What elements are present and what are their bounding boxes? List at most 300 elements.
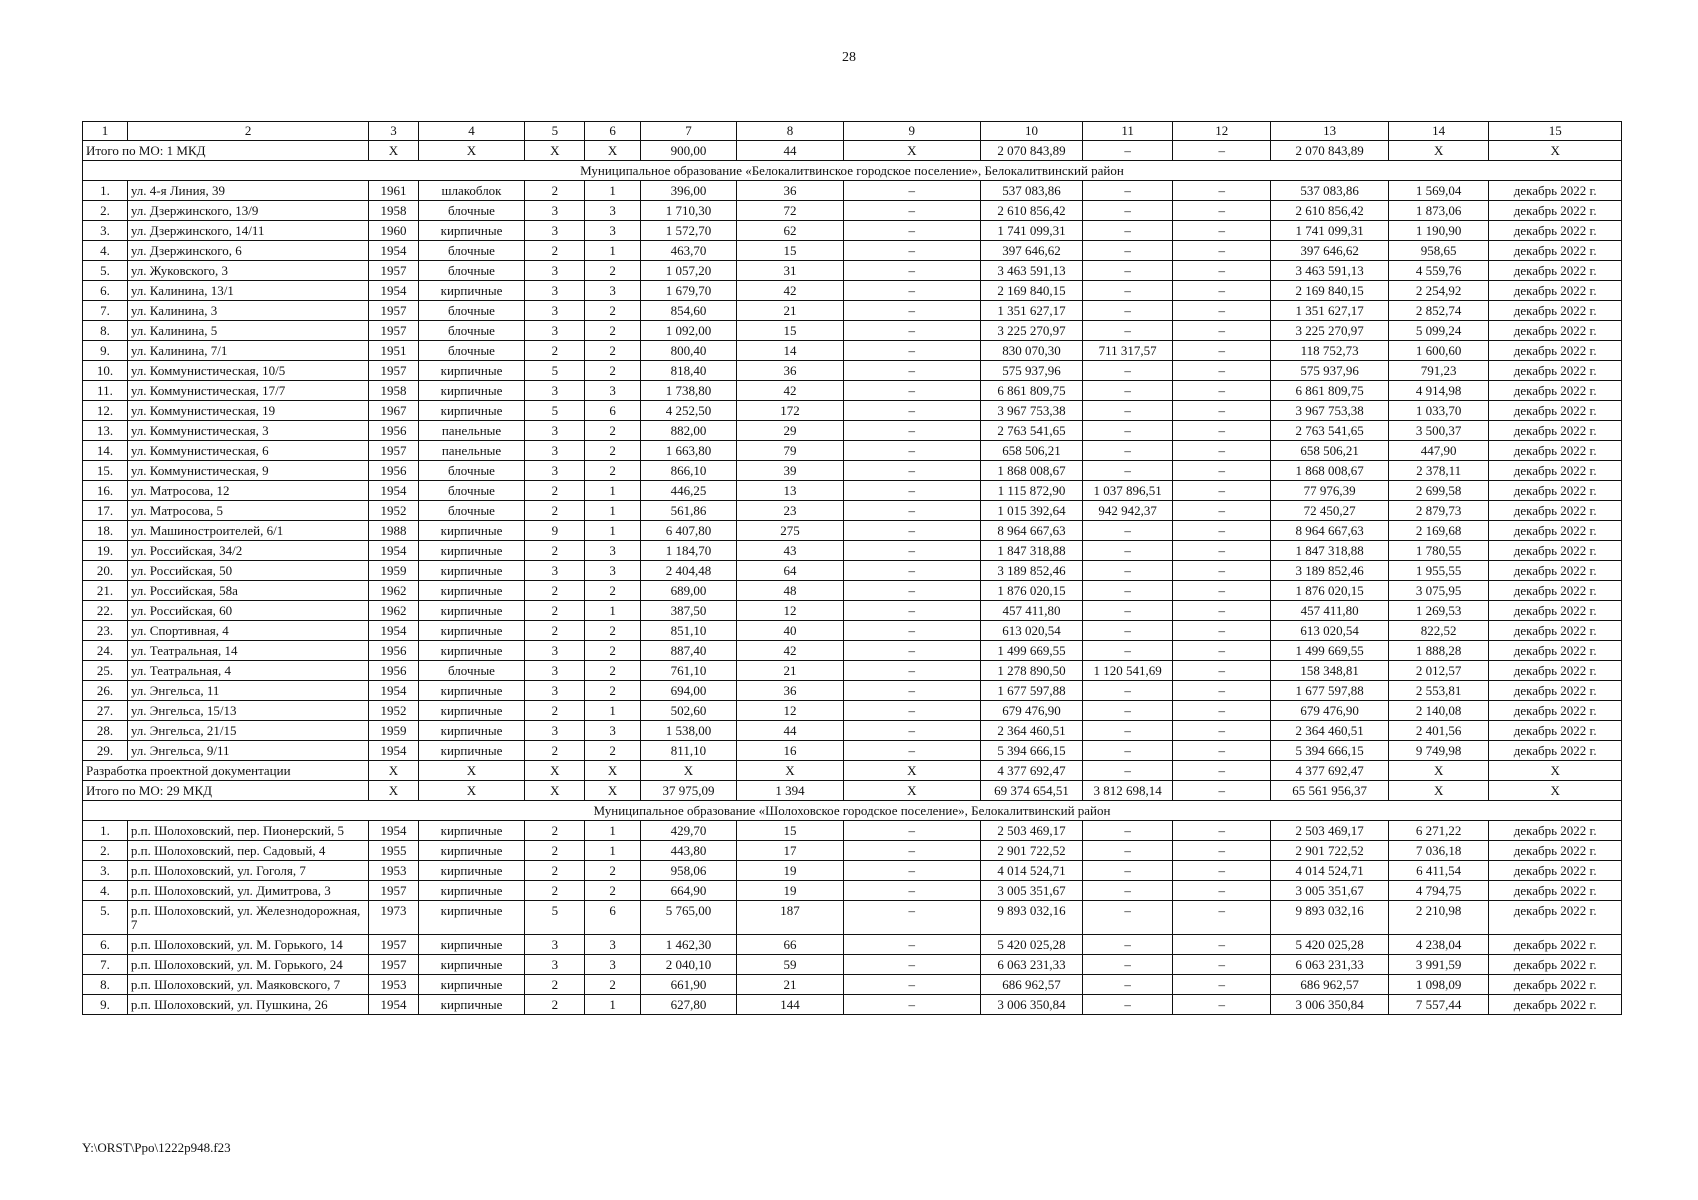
table-cell: 2 xyxy=(585,661,641,681)
table-cell: – xyxy=(843,581,980,601)
table-cell: – xyxy=(843,441,980,461)
table-cell: 9 893 032,16 xyxy=(980,901,1083,935)
table-cell: – xyxy=(1083,441,1173,461)
table-cell: – xyxy=(1173,501,1271,521)
table-cell: 791,23 xyxy=(1388,361,1488,381)
table-cell: 36 xyxy=(737,681,844,701)
table-row xyxy=(83,301,1622,321)
table-cell: 8 964 667,63 xyxy=(980,521,1083,541)
table-cell: 1 868 008,67 xyxy=(980,461,1083,481)
table-cell: 1957 xyxy=(369,321,418,341)
table-cell: 2 169,68 xyxy=(1388,521,1488,541)
table-cell: 42 xyxy=(737,641,844,661)
table-cell: – xyxy=(1083,381,1173,401)
table-cell: – xyxy=(1173,261,1271,281)
table-cell: 7 036,18 xyxy=(1388,841,1488,861)
table-cell: 2 xyxy=(525,741,585,761)
column-number: 12 xyxy=(1173,122,1271,141)
table-cell: 887,40 xyxy=(640,641,736,661)
table-cell: декабрь 2022 г. xyxy=(1489,955,1622,975)
table-cell: 5. xyxy=(83,261,128,281)
summary-cell: 69 374 654,51 xyxy=(980,781,1083,801)
table-cell: – xyxy=(843,935,980,955)
summary-cell: X xyxy=(418,141,525,161)
table-row xyxy=(83,841,1622,861)
table-cell: 48 xyxy=(737,581,844,601)
table-cell: 800,40 xyxy=(640,341,736,361)
table-cell: – xyxy=(1083,301,1173,321)
table-row xyxy=(83,881,1622,901)
table-cell: 1954 xyxy=(369,481,418,501)
table-cell: кирпичные xyxy=(418,741,525,761)
address-cell: ул. 4-я Линия, 39 xyxy=(127,181,369,201)
table-cell: 3 075,95 xyxy=(1388,581,1488,601)
table-cell: 8. xyxy=(83,975,128,995)
table-cell: 1957 xyxy=(369,935,418,955)
table-cell: 36 xyxy=(737,361,844,381)
table-cell: – xyxy=(1083,461,1173,481)
address-cell: р.п. Шолоховский, ул. М. Горького, 24 xyxy=(127,955,369,975)
table-cell: 1. xyxy=(83,821,128,841)
column-number: 3 xyxy=(369,122,418,141)
table-cell: декабрь 2022 г. xyxy=(1489,995,1622,1015)
table-cell: 1954 xyxy=(369,995,418,1015)
table-cell: – xyxy=(843,301,980,321)
table-cell: – xyxy=(843,241,980,261)
summary-cell: 44 xyxy=(737,141,844,161)
table-cell: – xyxy=(843,721,980,741)
table-cell: 17 xyxy=(737,841,844,861)
summary-cell: 4 377 692,47 xyxy=(980,761,1083,781)
table-cell: 144 xyxy=(737,995,844,1015)
table-cell: 72 450,27 xyxy=(1271,501,1389,521)
table-cell: – xyxy=(843,481,980,501)
table-cell: – xyxy=(1083,681,1173,701)
table-cell: 3 xyxy=(585,381,641,401)
table-cell: 811,10 xyxy=(640,741,736,761)
table-row xyxy=(83,541,1622,561)
table-cell: 3 xyxy=(525,201,585,221)
table-cell: 447,90 xyxy=(1388,441,1488,461)
table-cell: 1 xyxy=(585,501,641,521)
address-cell: ул. Спортивная, 4 xyxy=(127,621,369,641)
table-row xyxy=(83,481,1622,501)
column-number: 11 xyxy=(1083,122,1173,141)
table-cell: 2 169 840,15 xyxy=(980,281,1083,301)
table-cell: – xyxy=(1083,935,1173,955)
table-cell: 44 xyxy=(737,721,844,741)
table-cell: 3 xyxy=(525,301,585,321)
table-cell: – xyxy=(1173,881,1271,901)
summary-cell: X xyxy=(525,761,585,781)
table-cell: кирпичные xyxy=(418,935,525,955)
table-cell: 761,10 xyxy=(640,661,736,681)
table-cell: – xyxy=(1083,181,1173,201)
table-cell: 613 020,54 xyxy=(1271,621,1389,641)
table-cell: 3 189 852,46 xyxy=(980,561,1083,581)
table-cell: 2 610 856,42 xyxy=(980,201,1083,221)
table-cell: 1 xyxy=(585,841,641,861)
table-cell: 19 xyxy=(737,861,844,881)
table-cell: 1 847 318,88 xyxy=(1271,541,1389,561)
table-cell: – xyxy=(1083,701,1173,721)
table-cell: 2 503 469,17 xyxy=(980,821,1083,841)
table-cell: – xyxy=(1173,221,1271,241)
address-cell: ул. Энгельса, 21/15 xyxy=(127,721,369,741)
table-cell: 3 xyxy=(525,441,585,461)
table-cell: декабрь 2022 г. xyxy=(1489,861,1622,881)
table-cell: декабрь 2022 г. xyxy=(1489,881,1622,901)
table-cell: 9 xyxy=(525,521,585,541)
table-cell: кирпичные xyxy=(418,621,525,641)
table-cell: 1959 xyxy=(369,561,418,581)
table-cell: – xyxy=(1173,621,1271,641)
column-number: 2 xyxy=(127,122,369,141)
table-cell: 627,80 xyxy=(640,995,736,1015)
table-cell: 59 xyxy=(737,955,844,975)
table-cell: 2 210,98 xyxy=(1388,901,1488,935)
table-cell: – xyxy=(1083,955,1173,975)
table-cell: 1962 xyxy=(369,581,418,601)
table-cell: кирпичные xyxy=(418,221,525,241)
address-cell: р.п. Шолоховский, ул. Железнодорожная, 7 xyxy=(127,901,369,935)
table-cell: 1 888,28 xyxy=(1388,641,1488,661)
table-cell: 2 xyxy=(525,841,585,861)
table-cell: 1 868 008,67 xyxy=(1271,461,1389,481)
table-cell: – xyxy=(1083,721,1173,741)
column-number: 15 xyxy=(1489,122,1622,141)
table-cell: – xyxy=(843,975,980,995)
table-cell: 429,70 xyxy=(640,821,736,841)
address-cell: ул. Жуковского, 3 xyxy=(127,261,369,281)
table-cell: 1951 xyxy=(369,341,418,361)
table-cell: 24. xyxy=(83,641,128,661)
table-row xyxy=(83,401,1622,421)
table-cell: 1 663,80 xyxy=(640,441,736,461)
table-cell: 1 499 669,55 xyxy=(980,641,1083,661)
table-cell: 2 xyxy=(585,881,641,901)
table-cell: декабрь 2022 г. xyxy=(1489,221,1622,241)
table-cell: 958,06 xyxy=(640,861,736,881)
table-cell: 1 092,00 xyxy=(640,321,736,341)
table-cell: 1 037 896,51 xyxy=(1083,481,1173,501)
address-cell: р.п. Шолоховский, ул. Гоголя, 7 xyxy=(127,861,369,881)
table-cell: 4 794,75 xyxy=(1388,881,1488,901)
table-cell: 1954 xyxy=(369,741,418,761)
table-cell: 2 xyxy=(585,975,641,995)
table-cell: 5 xyxy=(525,901,585,935)
table-cell: 2 xyxy=(525,481,585,501)
table-cell: 3 xyxy=(525,461,585,481)
table-cell: – xyxy=(1173,721,1271,741)
table-cell: 3 xyxy=(585,955,641,975)
table-cell: 822,52 xyxy=(1388,621,1488,641)
table-cell: декабрь 2022 г. xyxy=(1489,641,1622,661)
table-cell: декабрь 2022 г. xyxy=(1489,301,1622,321)
table-cell: – xyxy=(1083,861,1173,881)
table-cell: – xyxy=(1173,661,1271,681)
table-cell: 4 238,04 xyxy=(1388,935,1488,955)
table-row xyxy=(83,221,1622,241)
table-cell: 1 xyxy=(585,601,641,621)
table-cell: 12. xyxy=(83,401,128,421)
table-cell: декабрь 2022 г. xyxy=(1489,401,1622,421)
table-cell: кирпичные xyxy=(418,901,525,935)
table-cell: 2 xyxy=(525,861,585,881)
table-cell: – xyxy=(1083,881,1173,901)
address-cell: ул. Коммунистическая, 17/7 xyxy=(127,381,369,401)
table-cell: 5 420 025,28 xyxy=(980,935,1083,955)
table-cell: 658 506,21 xyxy=(1271,441,1389,461)
table-cell: 42 xyxy=(737,281,844,301)
table-row xyxy=(83,281,1622,301)
table-row xyxy=(83,361,1622,381)
table-cell: 8. xyxy=(83,321,128,341)
table-cell: 2 763 541,65 xyxy=(1271,421,1389,441)
table-cell: 397 646,62 xyxy=(980,241,1083,261)
table-cell: 7. xyxy=(83,301,128,321)
table-cell: – xyxy=(843,501,980,521)
table-row xyxy=(83,661,1622,681)
table-cell: – xyxy=(1083,201,1173,221)
table-cell: 1 873,06 xyxy=(1388,201,1488,221)
table-cell: – xyxy=(843,461,980,481)
table-row xyxy=(83,995,1622,1015)
table-cell: декабрь 2022 г. xyxy=(1489,741,1622,761)
address-cell: ул. Машиностроителей, 6/1 xyxy=(127,521,369,541)
summary-cell: X xyxy=(1489,781,1622,801)
table-cell: 2 xyxy=(585,741,641,761)
table-cell: 3 005 351,67 xyxy=(980,881,1083,901)
table-cell: – xyxy=(1173,641,1271,661)
table-cell: 658 506,21 xyxy=(980,441,1083,461)
table-cell: кирпичные xyxy=(418,601,525,621)
table-cell: 1961 xyxy=(369,181,418,201)
table-cell: – xyxy=(843,621,980,641)
table-cell: 1 057,20 xyxy=(640,261,736,281)
table-cell: кирпичные xyxy=(418,955,525,975)
table-cell: 1956 xyxy=(369,421,418,441)
address-cell: ул. Матросова, 5 xyxy=(127,501,369,521)
table-cell: 12 xyxy=(737,701,844,721)
table-cell: 2 xyxy=(585,621,641,641)
column-number: 7 xyxy=(640,122,736,141)
table-cell: кирпичные xyxy=(418,681,525,701)
table-cell: – xyxy=(843,321,980,341)
table-cell: декабрь 2022 г. xyxy=(1489,601,1622,621)
table-cell: 1 876 020,15 xyxy=(980,581,1083,601)
table-cell: – xyxy=(1083,521,1173,541)
table-row xyxy=(83,681,1622,701)
table-cell: 5 394 666,15 xyxy=(1271,741,1389,761)
table-cell: 7. xyxy=(83,955,128,975)
table-cell: 6 861 809,75 xyxy=(980,381,1083,401)
summary-cell: 900,00 xyxy=(640,141,736,161)
table-cell: 1 741 099,31 xyxy=(1271,221,1389,241)
table-cell: – xyxy=(843,861,980,881)
table-cell: 1 677 597,88 xyxy=(1271,681,1389,701)
table-cell: 2 xyxy=(525,241,585,261)
summary-cell: X xyxy=(1489,141,1622,161)
table-cell: 2 xyxy=(585,261,641,281)
table-cell: декабрь 2022 г. xyxy=(1489,721,1622,741)
table-cell: 3 xyxy=(525,421,585,441)
table-cell: 39 xyxy=(737,461,844,481)
address-cell: р.п. Шолоховский, ул. Маяковского, 7 xyxy=(127,975,369,995)
address-cell: ул. Театральная, 14 xyxy=(127,641,369,661)
table-row xyxy=(83,701,1622,721)
table-cell: 29. xyxy=(83,741,128,761)
table-row xyxy=(83,861,1622,881)
table-cell: декабрь 2022 г. xyxy=(1489,821,1622,841)
summary-cell: X xyxy=(843,781,980,801)
table-cell: 882,00 xyxy=(640,421,736,441)
table-cell: – xyxy=(843,841,980,861)
table-cell: блочные xyxy=(418,461,525,481)
address-cell: р.п. Шолоховский, ул. Пушкина, 26 xyxy=(127,995,369,1015)
table-cell: кирпичные xyxy=(418,975,525,995)
table-cell: 3 991,59 xyxy=(1388,955,1488,975)
table-cell: – xyxy=(1083,975,1173,995)
address-cell: ул. Российская, 34/2 xyxy=(127,541,369,561)
table-cell: – xyxy=(843,401,980,421)
table-cell: 66 xyxy=(737,935,844,955)
table-cell: 4 014 524,71 xyxy=(980,861,1083,881)
repair-schedule-table xyxy=(82,121,1622,1015)
table-cell: 3 189 852,46 xyxy=(1271,561,1389,581)
table-cell: кирпичные xyxy=(418,641,525,661)
table-cell: 3 xyxy=(525,221,585,241)
table-cell: 20. xyxy=(83,561,128,581)
table-row xyxy=(83,601,1622,621)
table-cell: 830 070,30 xyxy=(980,341,1083,361)
table-cell: 13. xyxy=(83,421,128,441)
table-cell: – xyxy=(843,421,980,441)
table-cell: – xyxy=(1173,381,1271,401)
summary-cell: X xyxy=(1388,781,1488,801)
table-cell: декабрь 2022 г. xyxy=(1489,501,1622,521)
table-cell: 3 967 753,38 xyxy=(980,401,1083,421)
table-cell: 3 xyxy=(525,681,585,701)
table-row xyxy=(83,201,1622,221)
table-cell: кирпичные xyxy=(418,995,525,1015)
summary-cell: X xyxy=(369,761,418,781)
table-cell: – xyxy=(843,881,980,901)
table-cell: 1955 xyxy=(369,841,418,861)
table-cell: 43 xyxy=(737,541,844,561)
table-cell: – xyxy=(1173,281,1271,301)
table-cell: 537 083,86 xyxy=(980,181,1083,201)
table-cell: 3 006 350,84 xyxy=(980,995,1083,1015)
table-cell: декабрь 2022 г. xyxy=(1489,661,1622,681)
column-number: 5 xyxy=(525,122,585,141)
table-cell: – xyxy=(1173,321,1271,341)
table-cell: 6. xyxy=(83,281,128,301)
table-cell: 1 572,70 xyxy=(640,221,736,241)
table-cell: 9 749,98 xyxy=(1388,741,1488,761)
table-cell: 1953 xyxy=(369,861,418,881)
table-row xyxy=(83,581,1622,601)
summary-cell: X xyxy=(1388,761,1488,781)
table-cell: – xyxy=(1083,841,1173,861)
table-cell: 3. xyxy=(83,861,128,881)
table-cell: – xyxy=(843,381,980,401)
table-cell: 6. xyxy=(83,935,128,955)
table-cell: – xyxy=(1173,241,1271,261)
table-cell: блочные xyxy=(418,501,525,521)
table-cell: 1 351 627,17 xyxy=(980,301,1083,321)
table-cell: 1954 xyxy=(369,681,418,701)
table-row xyxy=(83,641,1622,661)
table-cell: 1 679,70 xyxy=(640,281,736,301)
address-cell: р.п. Шолоховский, пер. Пионерский, 5 xyxy=(127,821,369,841)
table-cell: 2 xyxy=(525,181,585,201)
table-cell: 1957 xyxy=(369,301,418,321)
table-cell: 10. xyxy=(83,361,128,381)
table-cell: 29 xyxy=(737,421,844,441)
table-cell: 3 xyxy=(525,641,585,661)
summary-label: Итого по МО: 1 МКД xyxy=(83,141,369,161)
table-cell: 1. xyxy=(83,181,128,201)
summary-cell: – xyxy=(1083,141,1173,161)
table-cell: декабрь 2022 г. xyxy=(1489,521,1622,541)
table-cell: 3 225 270,97 xyxy=(1271,321,1389,341)
summary-cell: X xyxy=(585,761,641,781)
column-number: 8 xyxy=(737,122,844,141)
summary-cell: X xyxy=(369,781,418,801)
table-cell: 21 xyxy=(737,975,844,995)
table-cell: 689,00 xyxy=(640,581,736,601)
table-cell: декабрь 2022 г. xyxy=(1489,281,1622,301)
table-cell: 18. xyxy=(83,521,128,541)
table-cell: блочные xyxy=(418,661,525,681)
summary-cell: X xyxy=(525,141,585,161)
table-cell: 2 879,73 xyxy=(1388,501,1488,521)
table-cell: 15 xyxy=(737,241,844,261)
table-cell: 4 252,50 xyxy=(640,401,736,421)
table-cell: 1 600,60 xyxy=(1388,341,1488,361)
table-cell: 1952 xyxy=(369,701,418,721)
table-cell: кирпичные xyxy=(418,561,525,581)
table-cell: 1 115 872,90 xyxy=(980,481,1083,501)
table-cell: 2 763 541,65 xyxy=(980,421,1083,441)
table-cell: 1 351 627,17 xyxy=(1271,301,1389,321)
table-cell: декабрь 2022 г. xyxy=(1489,481,1622,501)
table-cell: 2. xyxy=(83,841,128,861)
table-cell: декабрь 2022 г. xyxy=(1489,975,1622,995)
table-cell: 1957 xyxy=(369,441,418,461)
table-cell: 8 964 667,63 xyxy=(1271,521,1389,541)
address-cell: ул. Калинина, 13/1 xyxy=(127,281,369,301)
table-cell: 2 254,92 xyxy=(1388,281,1488,301)
table-cell: – xyxy=(1173,401,1271,421)
table-cell: 1956 xyxy=(369,661,418,681)
table-cell: 22. xyxy=(83,601,128,621)
table-cell: 3 xyxy=(525,281,585,301)
table-cell: 172 xyxy=(737,401,844,421)
table-cell: 1956 xyxy=(369,461,418,481)
table-cell: 457 411,80 xyxy=(1271,601,1389,621)
table-cell: 2 xyxy=(525,881,585,901)
table-cell: – xyxy=(1173,521,1271,541)
table-cell: – xyxy=(1083,281,1173,301)
table-cell: 866,10 xyxy=(640,461,736,481)
table-cell: 6 407,80 xyxy=(640,521,736,541)
table-cell: 575 937,96 xyxy=(1271,361,1389,381)
table-cell: кирпичные xyxy=(418,581,525,601)
table-cell: 2 xyxy=(525,501,585,521)
column-number: 4 xyxy=(418,122,525,141)
